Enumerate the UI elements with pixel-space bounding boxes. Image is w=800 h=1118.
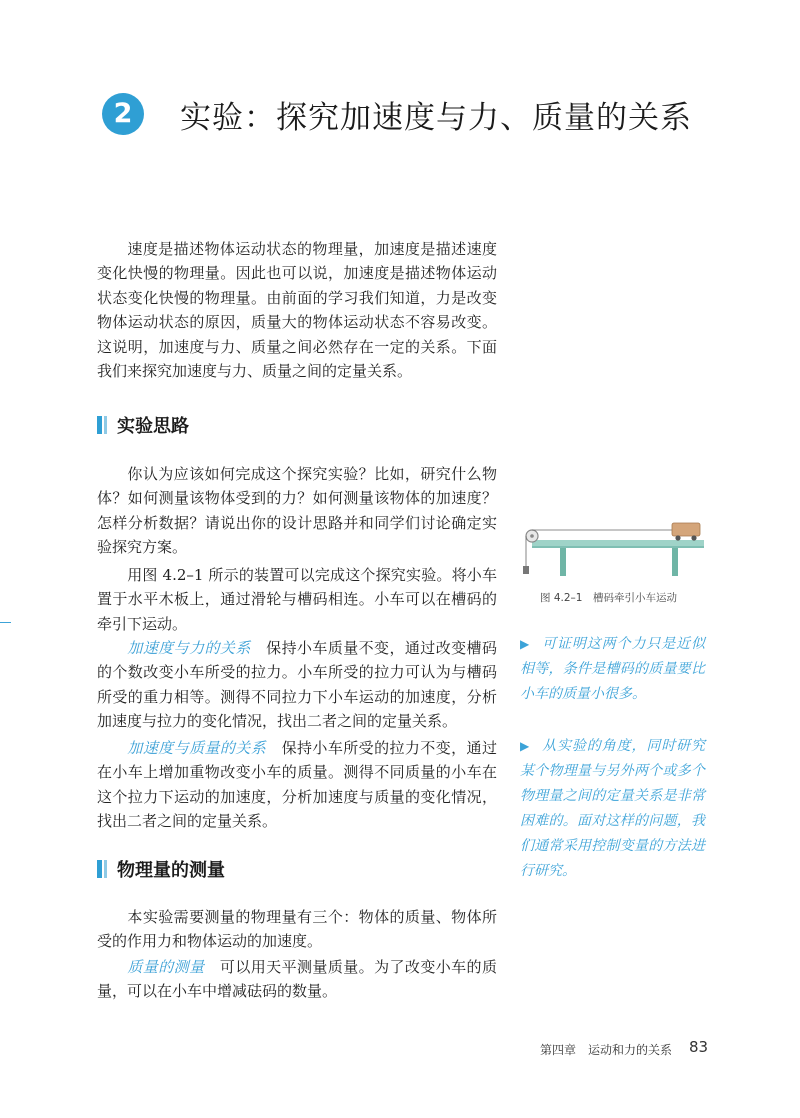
triangle-bullet-icon: ▶: [520, 637, 531, 651]
margin-note-1: [520, 632, 705, 707]
edge-marker: [0, 622, 11, 623]
force-relation-paragraph: [97, 636, 497, 734]
subheading-marker: [97, 860, 102, 878]
subheading-marker: [97, 416, 102, 434]
figure-caption: 图 4.2–1 槽码牵引小车运动: [540, 592, 677, 604]
subheading-text: 实验思路: [117, 416, 189, 437]
section-number-badge: 2: [102, 93, 144, 135]
measurement-paragraph-2: [97, 955, 497, 1004]
hook-weight-icon: [523, 566, 529, 574]
measurement-paragraph-1: [97, 905, 497, 954]
section-title: 实验：探究加速度与力、质量的关系: [180, 100, 692, 136]
paragraph-text: 本实验需要测量的物理量有三个：物体的质量、物体所受的作用力和物体运动的加速度。: [97, 908, 497, 951]
mass-relation-paragraph: [97, 736, 497, 834]
keyword-force-relation: 加速度与力的关系: [127, 639, 251, 657]
subheading-text: 物理量的测量: [117, 860, 225, 881]
page-number: 83: [689, 1038, 709, 1056]
margin-note-2: [520, 734, 705, 884]
paragraph-text: 保持小车所受的拉力不变，通过在小车上增加重物改变小车的质量。测得不同质量的小车在这个拉力下运动的加速度，分析加速度与质量的变化情况，找出二者之间的定量关系。: [97, 739, 497, 831]
subheading-marker-light: [104, 416, 107, 434]
triangle-bullet-icon: ▶: [520, 739, 531, 753]
table-leg-left: [560, 548, 566, 576]
paragraph-text: 你认为应该如何完成这个探究实验？比如，研究什么物体？如何测量该物体受到的力？如何测量该物体的加速度？怎样分析数据？请说出你的设计思路并和同学们讨论确定实验探究方案。: [97, 465, 497, 557]
keyword-mass-relation: 加速度与质量的关系: [127, 739, 267, 757]
paragraph-text: 保持小车质量不变，通过改变槽码的个数改变小车所受的拉力。小车所受的拉力可认为与槽码所受的重力相等。测得不同拉力下小车运动的加速度，分析加速度与拉力的变化情况，找出二者之间的定量关系。: [97, 639, 497, 731]
subheading-marker-light: [104, 860, 107, 878]
footer-chapter: 第四章 运动和力的关系: [540, 1043, 673, 1057]
table-leg-right: [672, 548, 678, 576]
experiment-idea-paragraph-2: [97, 563, 497, 636]
paragraph-text: 用图 4.2–1 所示的装置可以完成这个探究实验。将小车置于水平木板上，通过滑轮与槽码相连。小车可以在槽码的牵引下运动。: [97, 566, 497, 633]
cart-wheel-left: [675, 535, 680, 540]
keyword-mass-measurement: 质量的测量: [127, 958, 205, 976]
pulley-axle: [530, 534, 534, 538]
note-text: 可证明这两个力只是近似相等，条件是槽码的质量要比小车的质量小很多。: [520, 636, 706, 702]
paragraph-text: 可以用天平测量质量。为了改变小车的质量，可以在小车中增减砝码的数量。: [97, 958, 497, 1001]
intro-paragraph: [97, 237, 497, 383]
table-board-edge: [532, 546, 704, 548]
subheading-experiment-idea: [97, 414, 189, 436]
cart-pulley-figure: [522, 518, 707, 580]
intro-text: 速度是描述物体运动状态的物理量，加速度是描述速度变化快慢的物理量。因此也可以说，加速度是描述物体运动状态变化快慢的物理量。由前面的学习我们知道，力是改变物体运动状态的原因，质量大的物体运动状态不容易改变。这说明，加速度与力、质量之间必然存在一定的关系。下面我们来探究加速度与力、质量之间的定量关系。: [97, 240, 497, 381]
cart-wheel-right: [691, 535, 696, 540]
note-text: 从实验的角度，同时研究某个物理量与另外两个或多个物理量之间的定量关系是非常困难的。面对这样的问题，我们通常采用控制变量的方法进行研究。: [520, 738, 706, 879]
subheading-measurement: [97, 858, 225, 880]
cart-icon: [672, 523, 700, 536]
experiment-idea-paragraph-1: [97, 462, 497, 560]
